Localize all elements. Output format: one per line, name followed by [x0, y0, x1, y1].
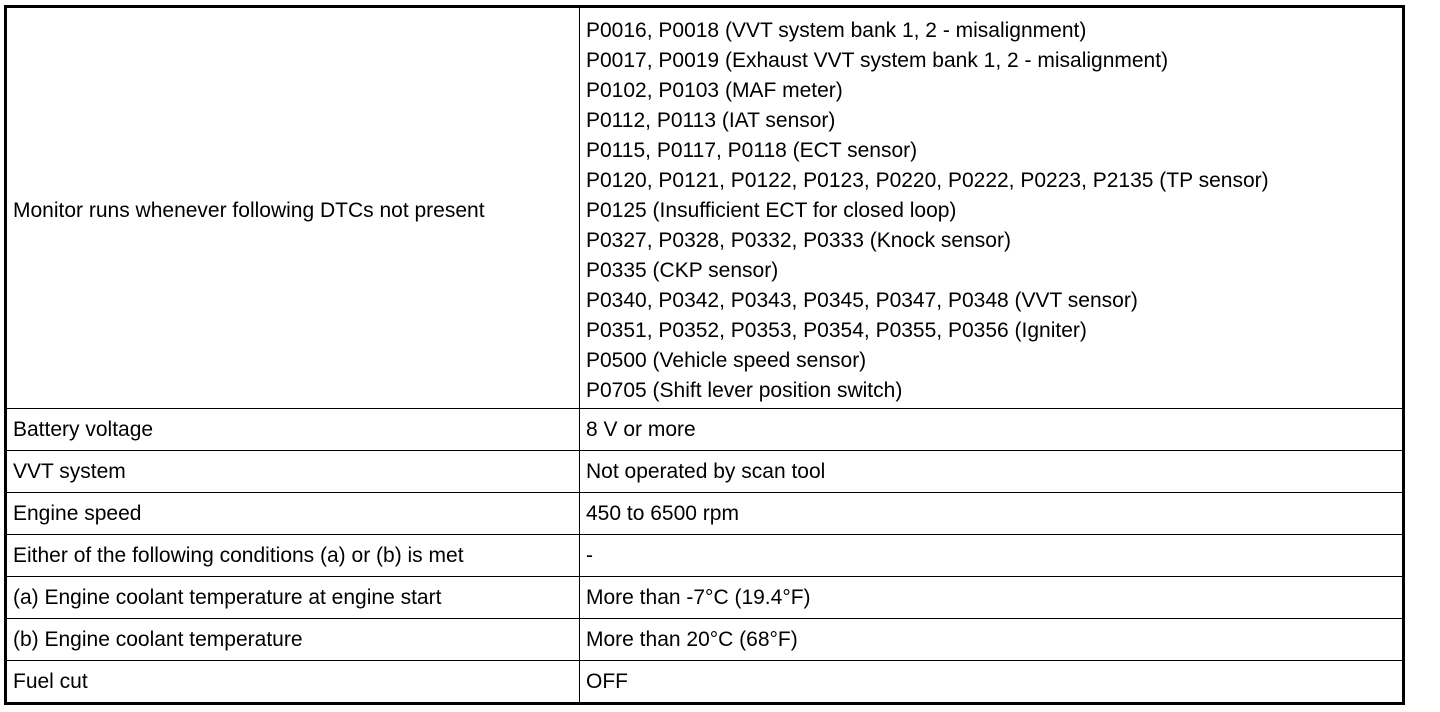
value-cell: 8 V or more — [580, 409, 1404, 451]
dtc-list-item: P0705 (Shift lever position switch) — [586, 379, 903, 402]
dtc-list-cell — [580, 7, 1404, 409]
value-cell: - — [580, 535, 1404, 577]
dtc-list-item: P0016, P0018 (VVT system bank 1, 2 - misalignment) — [586, 19, 1087, 42]
dtc-list-item: P0120, P0121, P0122, P0123, P0220, P0222, P0223, P2135 (TP sensor) — [586, 169, 1269, 192]
value-cell: More than 20°C (68°F) — [580, 619, 1404, 661]
dtc-list-item: P0335 (CKP sensor) — [586, 259, 779, 282]
value-cell: 450 to 6500 rpm — [580, 493, 1404, 535]
table-row — [6, 535, 1404, 577]
condition-cell: Either of the following conditions (a) or (b) is met — [6, 535, 580, 577]
condition-cell: Monitor runs whenever following DTCs not present — [6, 7, 580, 409]
condition-cell: VVT system — [6, 451, 580, 493]
dtc-list-item: P0115, P0117, P0118 (ECT sensor) — [586, 139, 918, 162]
value-cell: More than -7°C (19.4°F) — [580, 577, 1404, 619]
dtc-list-item: P0112, P0113 (IAT sensor) — [586, 109, 836, 132]
table-row — [6, 619, 1404, 661]
table-row — [6, 661, 1404, 704]
table-row-dtc-conditions — [6, 7, 1404, 409]
condition-cell: Engine speed — [6, 493, 580, 535]
dtc-list-item: P0327, P0328, P0332, P0333 (Knock sensor) — [586, 229, 1011, 252]
dtc-list-item: P0017, P0019 (Exhaust VVT system bank 1, 2 - misalignment) — [586, 49, 1169, 72]
monitor-conditions-table — [4, 5, 1405, 705]
value-cell: OFF — [580, 661, 1404, 704]
dtc-list-item: P0340, P0342, P0343, P0345, P0347, P0348 (VVT sensor) — [586, 289, 1138, 312]
dtc-list-item: P0351, P0352, P0353, P0354, P0355, P0356 (Igniter) — [586, 319, 1087, 342]
table-row — [6, 409, 1404, 451]
dtc-list-item: P0102, P0103 (MAF meter) — [586, 79, 843, 102]
condition-cell: Fuel cut — [6, 661, 580, 704]
value-cell: Not operated by scan tool — [580, 451, 1404, 493]
table-row — [6, 451, 1404, 493]
table-row — [6, 577, 1404, 619]
table-row — [6, 493, 1404, 535]
dtc-list-item: P0500 (Vehicle speed sensor) — [586, 349, 867, 372]
condition-cell: Battery voltage — [6, 409, 580, 451]
condition-cell: (b) Engine coolant temperature — [6, 619, 580, 661]
condition-cell: (a) Engine coolant temperature at engine start — [6, 577, 580, 619]
dtc-list-item: P0125 (Insufficient ECT for closed loop) — [586, 199, 957, 222]
